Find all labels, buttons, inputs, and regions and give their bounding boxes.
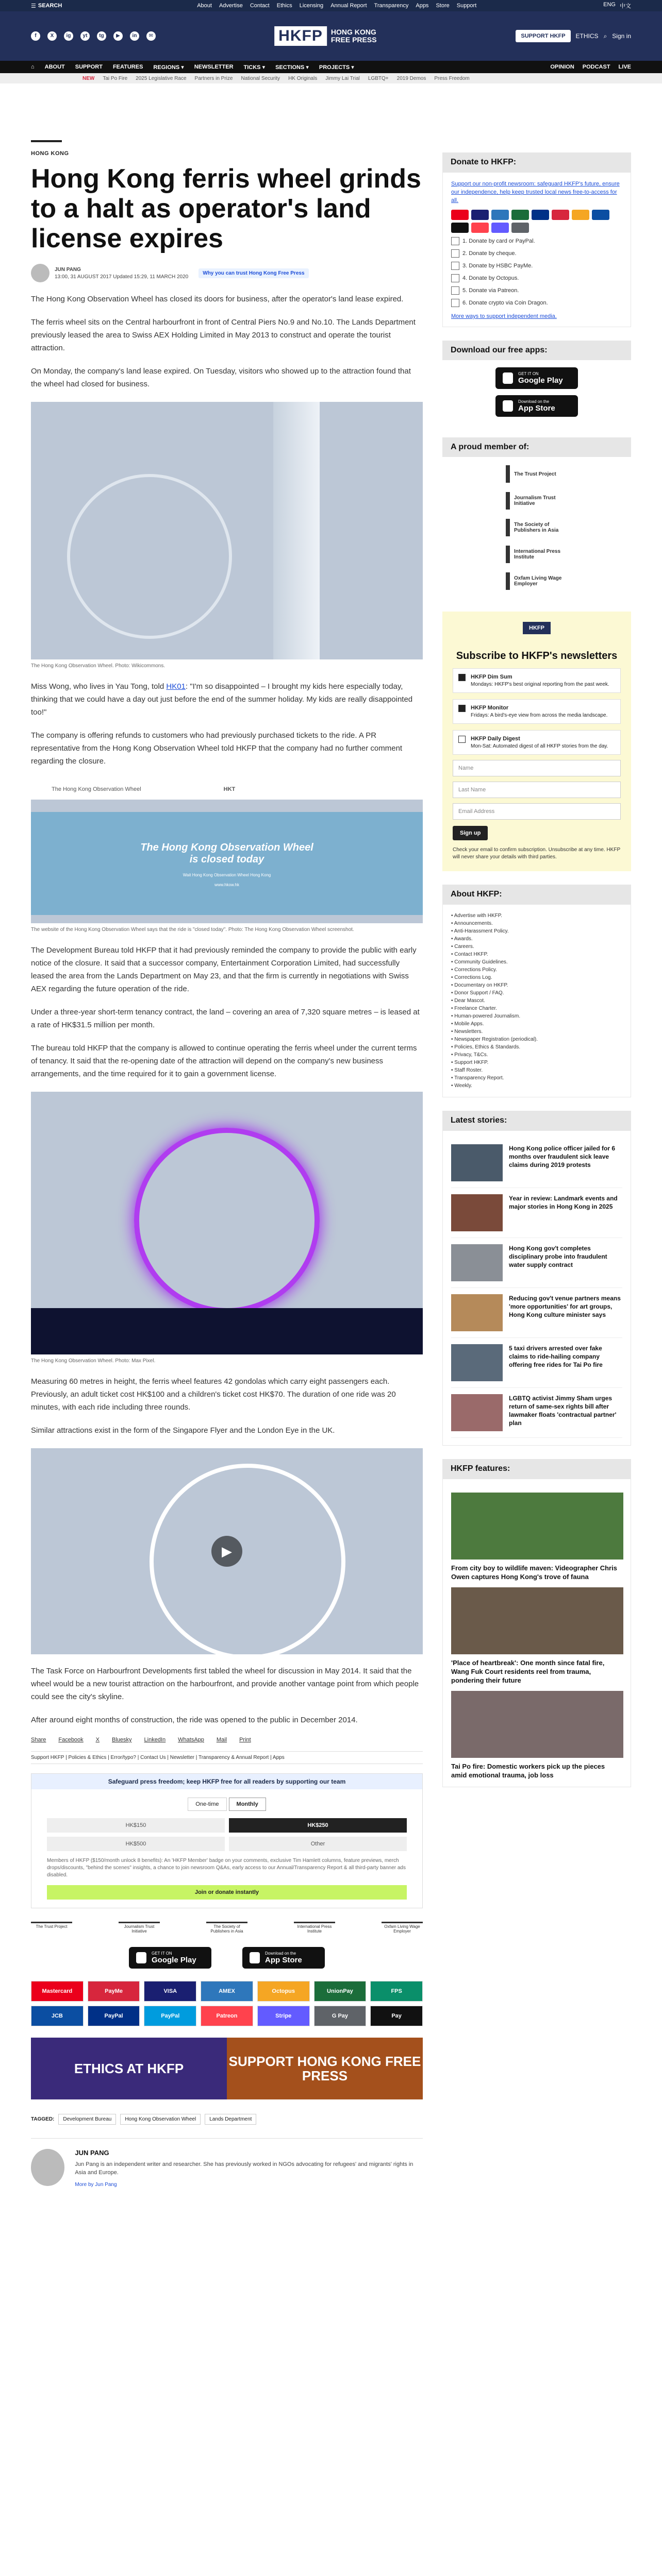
new-badge: NEW (82, 75, 95, 81)
promo-banners (31, 2038, 423, 2099)
about-link[interactable]: • Contact HKFP. (451, 951, 622, 958)
story-thumbnail[interactable] (451, 1394, 503, 1431)
story-item[interactable]: LGBTQ activist Jimmy Sham urges return of same-sex rights bill after lawmaker floats 'contractual partner' plan (451, 1388, 622, 1438)
figure-2 (31, 779, 423, 934)
nav-ticks[interactable]: TICKS ▾ (243, 64, 266, 71)
more-ways-link[interactable]: More ways to support independent media. (451, 313, 557, 319)
mastercard-icon (451, 210, 469, 220)
frequency-tabs (47, 1798, 407, 1811)
article-body (31, 293, 423, 1726)
trending-link[interactable]: Jimmy Lai Trial (325, 75, 360, 81)
share-label[interactable]: Share (31, 1737, 46, 1743)
article-title: Hong Kong ferris wheel grinds to a halt as operator's land license expires (31, 164, 421, 253)
about-link[interactable]: • Donor Support / FAQ. (451, 989, 622, 997)
about-link[interactable]: • Newsletters. (451, 1028, 622, 1036)
google-play-button[interactable]: GET IT ON Google Play (495, 367, 578, 389)
panel-title: HKFP features: (442, 1459, 631, 1479)
search-icon[interactable]: ⌕ (603, 32, 607, 40)
home-icon[interactable]: ⌂ (31, 64, 35, 70)
nav-features[interactable]: FEATURES (112, 64, 143, 70)
title-rule (31, 140, 62, 142)
nav-right (550, 64, 631, 70)
donate-option[interactable]: 1. Donate by card or PayPal. (451, 237, 622, 245)
tag[interactable]: Development Bureau (58, 2114, 116, 2125)
paragraph: After around eight months of construction, the ride was opened to the public in December 2014. (31, 1716, 358, 1724)
sign-in-link[interactable]: Sign in (612, 32, 631, 40)
trending-link[interactable]: Tai Po Fire (103, 75, 128, 81)
telegram-icon[interactable]: tg (97, 31, 106, 41)
amount-option[interactable]: HK$150 (47, 1818, 225, 1833)
story-item[interactable]: 5 taxi drivers arrested over fake claims to ride-hailing company offering free rides for Tai Po fire (451, 1338, 622, 1388)
amount-option-selected[interactable]: HK$250 (229, 1818, 407, 1833)
nav-live[interactable]: LIVE (618, 64, 631, 70)
article-dates: 13:00, 31 AUGUST 2017 Updated 15:29, 11 MARCH 2020 (55, 274, 189, 280)
newsletter-signup (442, 612, 631, 871)
ipi-logo[interactable]: International Press Institute (294, 1922, 335, 1934)
utility-link-support[interactable]: Support (456, 3, 477, 9)
paragraph: The Development Bureau told HKFP that it had previously reminded the company to provide the public with early notice of the closure. It said that a successor company, Entertainment Corporation Limited, had successfully leased the area from the Lands Department on May 23, and that the firm is currently in negotiations with Swiss AEX regarding the future operation of the ride. (31, 946, 417, 993)
google-play-button[interactable]: GET IT ON Google Play (129, 1947, 211, 1969)
about-link[interactable]: • Awards. (451, 935, 622, 943)
newsletter-title: Subscribe to HKFP's newsletters (456, 650, 618, 662)
linkedin-icon[interactable]: in (130, 31, 139, 41)
site-logo[interactable] (274, 26, 388, 46)
panel-title: Latest stories: (442, 1111, 631, 1130)
paragraph: The ferris wheel sits on the Central harbourfront in front of Central Piers No.9 and No.10. The Lands Department previously leased the area to Swiss AEX Holding Limited in May 2013 to construct and operate the tourist attraction. (31, 318, 416, 352)
about-link[interactable]: • Advertise with HKFP. (451, 912, 622, 920)
header-actions (516, 30, 631, 42)
logo-mark: HKFP (274, 26, 327, 46)
unionpay-icon[interactable]: UnionPay (314, 1981, 367, 2002)
paragraph: Similar attractions exist in the form of the Singapore Flyer and the London Eye in the UK. (31, 1426, 335, 1435)
youtube-icon[interactable]: yt (80, 31, 90, 41)
support-links[interactable]: Support HKFP | Policies & Ethics | Error/typo? | Contact Us | Newsletter | Transparency & Annual Report | Apps (31, 1751, 423, 1764)
nav-podcast[interactable]: PODCAST (582, 64, 610, 70)
utility-link-store[interactable]: Store (436, 3, 450, 9)
payment-cards (451, 210, 622, 233)
panel-title: A proud member of: (442, 437, 631, 457)
share-linkedin[interactable]: LinkedIn (144, 1737, 166, 1743)
main-navigation (0, 61, 662, 73)
oxfam-logo[interactable]: Oxfam Living Wage Employer (506, 572, 568, 590)
story-item[interactable]: Year in review: Landmark events and major stories in Hong Kong in 2025 (451, 1188, 622, 1238)
nav-support[interactable]: SUPPORT (75, 64, 103, 70)
newsletter-option[interactable]: HKFP Dim Sum Mondays: HKFP's best original reporting from the past week. (453, 668, 621, 693)
story-item[interactable]: Hong Kong police officer jailed for 6 months over fraudulent sick leave claims during 2019 protests (451, 1138, 622, 1188)
figure-caption: The Hong Kong Observation Wheel. Photo: Max Pixel. (31, 1358, 156, 1364)
octopus-icon (572, 210, 589, 220)
patreon-icon[interactable]: Patreon (201, 2006, 253, 2026)
donate-widget (31, 1773, 423, 1908)
jti-logo[interactable]: Journalism Trust Initiative (119, 1922, 160, 1934)
paypal-icon[interactable]: PayPal (144, 2006, 196, 2026)
story-item[interactable]: Hong Kong gov't completes disciplinary probe into fraudulent water supply contract (451, 1238, 622, 1288)
language-switch (603, 2, 631, 10)
share-mail[interactable]: Mail (216, 1737, 227, 1743)
author-bio: Jun Pang is an independent writer and researcher. She has previously worked in NGOs advocating for refugees' and migrants' rights in Asia and Europe. (75, 2161, 413, 2176)
trending-bar (0, 73, 662, 83)
email-field[interactable]: Email Address (453, 803, 621, 820)
play-icon[interactable]: ▶ (113, 31, 123, 41)
article (31, 83, 423, 2189)
about-link[interactable]: • Transparency Report. (451, 1074, 622, 1082)
story-thumbnail[interactable] (451, 1344, 503, 1381)
newsletter-option[interactable]: HKFP Daily Digest Mon-Sat: Automated digest of all HKFP stories from the day. (453, 730, 621, 755)
donate-option[interactable]: 4. Donate by Octopus. (451, 274, 622, 282)
trending-link[interactable]: 2019 Demos (396, 75, 426, 81)
donate-option[interactable]: 5. Donate via Patreon. (451, 286, 622, 295)
ipi-logo[interactable]: International Press Institute (506, 546, 568, 563)
share-x[interactable]: X (95, 1737, 100, 1743)
unionpay-icon (511, 210, 529, 220)
paragraph: Under a three-year short-term tenancy contract, the land – covering an area of 7,320 square metres – is leased at a rate of HK$31.5 million per month. (31, 1008, 420, 1029)
story-thumbnail[interactable] (451, 1244, 503, 1281)
about-link[interactable]: • Dear Mascot. (451, 997, 622, 1005)
site-header (0, 11, 662, 61)
play-icon[interactable]: ▶ (211, 1536, 242, 1567)
share-bluesky[interactable]: Bluesky (112, 1737, 132, 1743)
fps-icon[interactable]: FPS (370, 1981, 423, 2002)
features-panel (442, 1459, 631, 1787)
paragraph: The Task Force on Harbourfront Developments first tabled the wheel for discussion in May 2014. It said that the wheel would be a new tourist attraction on the harbourfront, and provide another vantage point from which people could see the city's skyline. (31, 1667, 419, 1701)
panel-body (442, 904, 631, 1097)
article-kicker[interactable]: HONG KONG (31, 150, 69, 157)
paragraph: Miss Wong, who lives in Yau Tong, told HK01: "I'm so disappointed – I brought my kids here especially today, thinking that we could have a day out just before the end of the summer holiday. My kids are really disappointed too!" (31, 682, 413, 717)
member-logos (442, 457, 631, 598)
ethics-link[interactable]: ETHICS (575, 32, 599, 40)
nav-regions[interactable]: REGIONS ▾ (153, 64, 184, 71)
utility-link-contact[interactable]: Contact (250, 3, 270, 9)
amount-option[interactable]: HK$500 (47, 1837, 225, 1851)
story-thumbnail[interactable] (451, 1294, 503, 1331)
apple-pay-icon[interactable]: Pay (370, 2006, 423, 2026)
donate-option[interactable]: 6. Donate crypto via Coin Dragon. (451, 299, 622, 307)
utility-link-transparency[interactable]: Transparency (374, 3, 409, 9)
checkbox-checked[interactable] (458, 674, 466, 681)
payme-icon (552, 210, 569, 220)
trending-link[interactable]: HK Originals (288, 75, 318, 81)
payme-icon[interactable]: PayMe (88, 1981, 140, 2002)
hk01-link[interactable]: HK01 (166, 682, 186, 691)
about-link[interactable]: • Freelance Charter. (451, 1005, 622, 1012)
panel-body (442, 1479, 631, 1787)
latest-panel (442, 1111, 631, 1446)
about-link[interactable]: • Careers. (451, 943, 622, 951)
partner-logos (31, 1922, 423, 1934)
panel-body (442, 360, 631, 424)
trust-project-logo[interactable]: The Trust Project (506, 465, 568, 483)
tags (31, 2114, 423, 2125)
jcb-icon[interactable]: JCB (31, 2006, 84, 2026)
tags-label: TAGGED: (31, 2116, 55, 2122)
utility-link-ethics[interactable]: Ethics (276, 3, 292, 9)
ethics-promo[interactable]: ETHICS AT HKFP (31, 2038, 227, 2099)
app-store-button[interactable]: Download on the App Store (242, 1947, 325, 1969)
sidebar (442, 83, 631, 2189)
trending-link[interactable]: LGBTQ+ (368, 75, 389, 81)
stripe-icon (491, 223, 509, 233)
mail-icon[interactable]: ✉ (146, 31, 156, 41)
about-link[interactable]: • Corrections Policy. (451, 966, 622, 974)
app-store-buttons (31, 1947, 423, 1969)
share-facebook[interactable]: Facebook (58, 1737, 84, 1743)
visa-icon (471, 210, 489, 220)
story-item[interactable]: Reducing gov't venue partners means 'more opportunities' for art groups, Hong Kong culture minister says (451, 1288, 622, 1338)
share-bar (31, 1737, 423, 1743)
author-info (75, 2149, 423, 2189)
page-content (0, 83, 662, 2189)
newsletter-option[interactable]: HKFP Monitor Fridays: A bird's-eye view from across the media landscape. (453, 699, 621, 724)
video-player[interactable] (31, 1448, 423, 1654)
utility-link-advertise[interactable]: Advertise (219, 3, 243, 9)
app-store-button[interactable]: Download on the App Store (495, 395, 578, 417)
last-name-field[interactable]: Last Name (453, 782, 621, 798)
figure-3 (31, 1092, 423, 1365)
payment-methods (31, 1981, 423, 2026)
support-hkfp-button[interactable]: SUPPORT HKFP (516, 30, 570, 42)
donate-intro-link[interactable]: Support our non-profit newsroom: safeguard HKFP's future, ensure our independence, help keep trusted local news free-to-access for all. (451, 181, 620, 204)
donate-option[interactable]: 2. Donate by cheque. (451, 249, 622, 258)
wheel-shape (150, 1464, 345, 1654)
newsletter-note: Check your email to confirm subscription. Unsubscribe at any time. HKFP will never share your details with third parties. (453, 847, 620, 860)
about-link[interactable]: • Privacy, T&Cs. (451, 1051, 622, 1059)
checkbox-checked[interactable] (458, 705, 466, 712)
author-avatar[interactable] (31, 264, 49, 282)
tab-monthly[interactable]: Monthly (229, 1798, 266, 1811)
name-field[interactable]: Name (453, 760, 621, 776)
feature-item[interactable]: Tai Po fire: Domestic workers pick up the pieces amid emotional trauma, job loss (451, 1691, 622, 1780)
paragraph: The Hong Kong Observation Wheel has closed its doors for business, after the operator's land lease expired. (31, 295, 404, 303)
patreon-icon (471, 223, 489, 233)
tower-shape (273, 402, 320, 659)
feature-item[interactable]: From city boy to wildlife maven: Videographer Chris Owen captures Hong Kong's trove of fauna (451, 1493, 622, 1581)
author-name[interactable]: JUN PANG (55, 266, 81, 273)
more-by-author-link[interactable]: More by Jun Pang (75, 2182, 117, 2188)
share-whatsapp[interactable]: WhatsApp (178, 1737, 204, 1743)
amount-option[interactable]: Other (229, 1837, 407, 1851)
paragraph: On Monday, the company's land lease expired. On Tuesday, visitors who showed up to the attraction found that the wheel had closed for business. (31, 367, 411, 388)
utility-link-licensing[interactable]: Licensing (299, 3, 324, 9)
top-utility-bar (0, 0, 662, 11)
paypal-icon[interactable]: PayPal (88, 2006, 140, 2026)
about-links (451, 912, 622, 1090)
logo-name: HONG KONG FREE PRESS (330, 28, 377, 44)
google-pay-icon[interactable]: G Pay (314, 2006, 367, 2026)
nav-opinion[interactable]: OPINION (550, 64, 574, 70)
photo-observation-wheel[interactable] (31, 402, 423, 659)
newsletter-logo: HKFP (523, 622, 551, 634)
utility-link-about[interactable]: About (197, 3, 212, 9)
about-link[interactable]: • Corrections Log. (451, 974, 622, 981)
figure-1 (31, 402, 423, 670)
wheel-shape (67, 474, 232, 639)
panel-body (442, 1130, 631, 1446)
oxfam-logo[interactable]: Oxfam Living Wage Employer (382, 1922, 423, 1934)
share-print[interactable]: Print (239, 1737, 251, 1743)
tag[interactable]: Hong Kong Observation Wheel (120, 2114, 201, 2125)
skyline-shape (31, 1308, 423, 1354)
instagram-icon[interactable]: ig (64, 31, 73, 41)
photo-night-wheel[interactable] (31, 1092, 423, 1354)
trending-link[interactable]: National Security (241, 75, 280, 81)
feature-image[interactable] (451, 1587, 623, 1654)
about-link[interactable]: • Documentary on HKFP. (451, 981, 622, 989)
mastercard-icon[interactable]: Mastercard (31, 1981, 84, 2002)
about-link[interactable]: • Weekly. (451, 1082, 622, 1090)
about-link[interactable]: • Mobile Apps. (451, 1020, 622, 1028)
checkbox[interactable] (458, 736, 466, 743)
about-link[interactable]: • Policies, Ethics & Standards. (451, 1043, 622, 1051)
panel-title: About HKFP: (442, 885, 631, 904)
facebook-icon[interactable]: f (31, 31, 40, 41)
join-donate-button[interactable]: Join or donate instantly (47, 1885, 407, 1900)
feature-item[interactable]: 'Place of heartbreak': One month since fatal fire, Wang Fuk Court residents reel from trauma, pondering their future (451, 1587, 622, 1685)
trending-link[interactable]: 2025 Legislative Race (136, 75, 187, 81)
donate-option[interactable]: 3. Donate by HSBC PayMe. (451, 262, 622, 270)
lang-chinese[interactable]: 中文 (619, 3, 631, 9)
trust-link[interactable]: Why you can trust Hong Kong Free Press (198, 268, 308, 278)
about-link[interactable]: • Human-powered Journalism. (451, 1012, 622, 1020)
about-link[interactable]: • Support HKFP. (451, 1059, 622, 1066)
social-links (31, 31, 156, 41)
video-embed (31, 1448, 423, 1654)
member-benefits-note: Members of HKFP ($150/month unlock 8 benefits): An 'HKFP Member' badge on your comments, exclusive Tim Hamlett columns, feature previews, merch drops/discounts, "behind the scenes" insights, a chance to join newsroom Q&As, early access to our Annual/Transparency Report & all third-party banner ads disabled. (47, 1858, 406, 1878)
utility-links (197, 3, 476, 9)
byline (31, 264, 423, 282)
support-promo[interactable]: SUPPORT HONG KONG FREE PRESS (227, 2038, 423, 2099)
sopa-logo[interactable]: The Society of Publishers in Asia (506, 519, 568, 536)
sopa-logo[interactable]: The Society of Publishers in Asia (206, 1922, 247, 1934)
nav-projects[interactable]: PROJECTS ▾ (319, 64, 354, 71)
author-box (31, 2138, 423, 2189)
apple-pay-icon (451, 223, 469, 233)
nav-about[interactable]: ABOUT (44, 64, 65, 70)
about-link[interactable]: • Community Guidelines. (451, 958, 622, 966)
google-pay-icon (511, 223, 529, 233)
octopus-icon[interactable]: Octopus (257, 1981, 310, 2002)
about-link[interactable]: • Anti-Harassment Policy. (451, 927, 622, 935)
shot-banner: The Hong Kong Observation Wheel is closed today Wait Hong Kong Observation Wheel Hong Kong www.hkow.hk (31, 812, 423, 915)
tag[interactable]: Lands Department (205, 2114, 256, 2125)
panel-body (442, 172, 631, 327)
author-name[interactable]: JUN PANG (75, 2149, 109, 2157)
story-thumbnail[interactable] (451, 1144, 503, 1181)
trending-link[interactable]: Partners in Prize (194, 75, 233, 81)
stripe-icon[interactable]: Stripe (257, 2006, 310, 2026)
wheel-shape (134, 1128, 320, 1313)
byline-text (55, 267, 188, 280)
panel-title: Download our free apps: (442, 341, 631, 360)
author-avatar[interactable] (31, 2149, 64, 2186)
utility-link-apps[interactable]: Apps (416, 3, 429, 9)
story-thumbnail[interactable] (451, 1194, 503, 1231)
donate-widget-header: Safeguard press freedom; keep HKFP free for all readers by supporting our team (31, 1774, 422, 1789)
about-link[interactable]: • Announcements. (451, 920, 622, 927)
donate-panel (442, 152, 631, 327)
about-link[interactable]: • Staff Roster. (451, 1066, 622, 1074)
sign-up-button[interactable]: Sign up (453, 826, 488, 840)
about-panel (442, 885, 631, 1097)
tab-one-time[interactable]: One-time (188, 1798, 226, 1811)
jcb-icon (592, 210, 609, 220)
panel-title: Donate to HKFP: (442, 152, 631, 172)
apps-panel (442, 341, 631, 424)
paragraph: Measuring 60 metres in height, the ferris wheel features 42 gondolas which carry eight passengers each. Previously, an adult ticket cost HK$100 and a children's ticket cost HK$70. The duration of one ride was 20 minutes, with each ride including three rounds. (31, 1377, 396, 1412)
nav-newsletter[interactable]: NEWSLETTER (194, 64, 234, 70)
website-screenshot[interactable] (31, 779, 423, 923)
member-panel (442, 437, 631, 598)
amex-icon (491, 210, 509, 220)
feature-image[interactable] (451, 1493, 623, 1560)
amount-options (47, 1818, 407, 1851)
paragraph: The company is offering refunds to customers who had previously purchased tickets to the ride. A PR representative from the Hong Kong Observation Wheel told HKFP that the company had no further comment regarding the closure. (31, 731, 403, 766)
menu-icon: ☰ (31, 3, 36, 9)
trust-project-logo[interactable]: The Trust Project (31, 1922, 72, 1934)
figure-caption: The website of the Hong Kong Observation Wheel says that the ride is "closed today". Photo: The Hong Kong Observation Wheel screenshot. (31, 927, 354, 933)
paypal-icon (532, 210, 549, 220)
x-icon[interactable]: X (47, 31, 57, 41)
trending-link[interactable]: Press Freedom (434, 75, 470, 81)
utility-link-annual-report[interactable]: Annual Report (330, 3, 367, 9)
amex-icon[interactable]: AMEX (201, 1981, 253, 2002)
jti-logo[interactable]: Journalism Trust Initiative (506, 492, 568, 510)
feature-image[interactable] (451, 1691, 623, 1758)
search-button[interactable]: ☰ SEARCH (31, 3, 62, 9)
visa-icon[interactable]: VISA (144, 1981, 196, 2002)
about-link[interactable]: • Newspaper Registration (periodical). (451, 1036, 622, 1043)
shot-header: The Hong Kong Observation Wheel HKT (31, 779, 423, 800)
nav-sections[interactable]: SECTIONS ▾ (275, 64, 309, 71)
lang-english[interactable]: ENG (603, 2, 616, 8)
paragraph: The bureau told HKFP that the company is allowed to continue operating the ferris wheel under the current terms of tenancy. It said that the re-opening date of the attraction will depend on the company's new business arrangements, and the time required for it to gain a government license. (31, 1044, 417, 1078)
figure-caption: The Hong Kong Observation Wheel. Photo: Wikicommons. (31, 663, 166, 669)
